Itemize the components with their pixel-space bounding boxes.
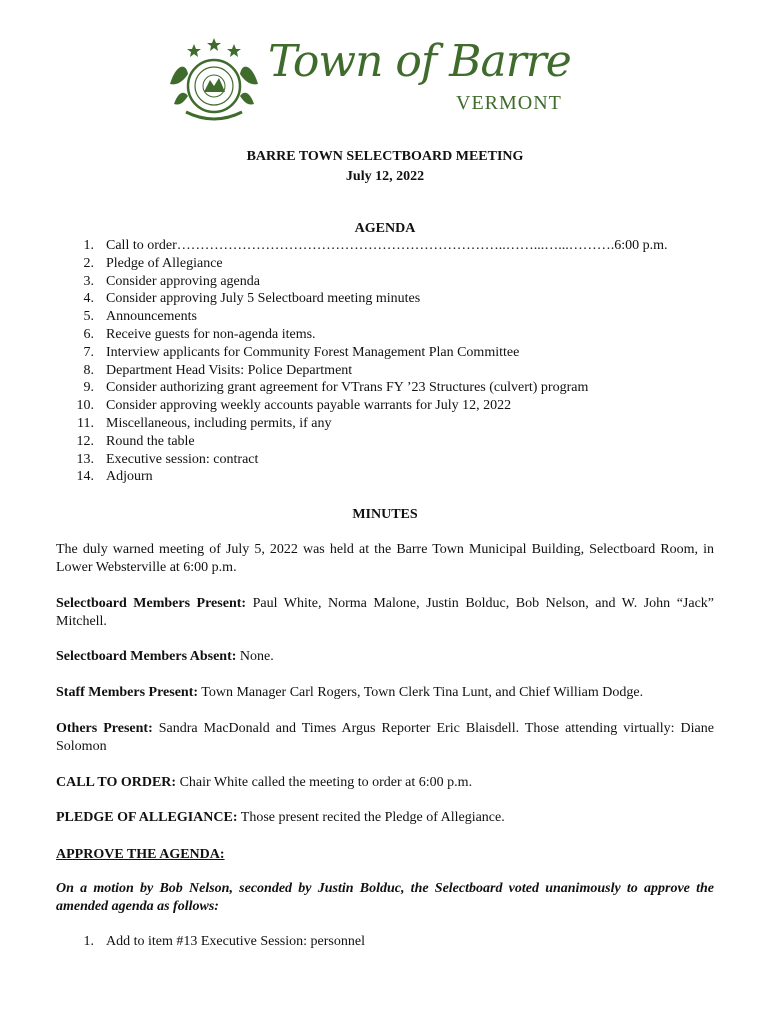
list-item [56,344,726,362]
item-number: 9. [83,380,94,396]
agenda-heading: AGENDA [354,221,416,236]
minutes-heading: MINUTES [352,507,418,522]
item-text: Consider authorizing grant agreement for VTrans FY ’23 Structures (culvert) program [106,380,589,396]
item-text: Consider approving July 5 Selectboard meeting minutes [106,291,421,307]
item-number: 13. [76,451,94,467]
others-present-label: Others Present: [56,721,153,736]
item-text: Consider approving agenda [106,273,260,289]
item-number: 11. [77,415,94,431]
others-present-text: Sandra MacDonald and Times Argus Reporter Eric Blaisdell. Those attending virtually: Diane Solomon [56,721,714,754]
staff-present-label: Staff Members Present: [56,685,199,700]
list-item [56,433,726,451]
meeting-date: July 12, 2022 [345,169,425,184]
town-logo [160,34,580,124]
members-absent-label: Selectboard Members Absent: [56,649,237,664]
item-text: Call to order……………………………………………………………..……...…...……….6:00 p.m. [106,238,668,253]
list-item [56,379,726,397]
call-to-order [56,774,714,792]
item-text: Interview applicants for Community Forest Management Plan Committee [106,344,520,360]
list-item [56,468,726,486]
list-item [56,326,726,344]
motion-text: On a motion by Bob Nelson, seconded by Justin Bolduc, the Selectboard voted unanimously to approve the amended agenda as follows: [56,881,714,914]
item-number: 10. [76,398,94,414]
item-text: Executive session: contract [106,451,259,467]
members-absent [56,648,714,666]
item-text: Announcements [106,309,197,325]
staff-present [56,684,714,702]
logo-wordmark: Town of Barre [268,36,571,87]
pledge-text: Those present recited the Pledge of Allegiance. [237,810,505,825]
list-item [56,397,726,415]
item-number: 5. [83,309,94,325]
item-text: Receive guests for non-agenda items. [106,326,316,342]
list-item [56,415,726,433]
members-present [56,595,714,631]
members-absent-text: None. [236,649,274,664]
amendment-number: 1. [83,934,94,949]
list-item [56,255,726,273]
approve-agenda-heading [56,846,714,864]
list-item [56,237,726,255]
item-number: 6. [83,326,94,342]
town-seal-icon [164,34,264,124]
staff-present-text: Town Manager Carl Rogers, Town Clerk Tina Lunt, and Chief William Dodge. [198,685,644,700]
amendment-item [56,934,365,950]
call-to-order-label: CALL TO ORDER: [56,775,177,790]
item-text: Pledge of Allegiance [106,255,223,271]
item-number: 4. [83,291,94,307]
list-item [56,273,726,291]
item-number: 1. [83,238,94,253]
approve-agenda-title: APPROVE THE AGENDA: [56,847,225,862]
others-present [56,720,714,756]
item-text: Adjourn [106,469,153,485]
minutes-intro: The duly warned meeting of July 5, 2022 was held at the Barre Town Municipal Building, Selectboard Room, in Lower Websterville at 6:00 p.m. [56,542,714,575]
item-number: 3. [83,273,94,289]
list-item [56,451,726,469]
item-text: Round the table [106,433,195,449]
item-number: 14. [76,469,94,485]
item-number: 12. [76,433,94,449]
item-text: Miscellaneous, including permits, if any [106,415,332,431]
call-to-order-text: Chair White called the meeting to order at 6:00 p.m. [176,775,473,790]
item-text: Department Head Visits: Police Department [106,362,353,378]
members-present-text: Paul White, Norma Malone, Justin Bolduc, Bob Nelson, and W. John “Jack” Mitchell. [56,596,714,629]
list-item [56,362,726,380]
item-number: 8. [83,362,94,378]
logo-subtitle: VERMONT [456,92,562,114]
pledge-of-allegiance [56,809,714,827]
members-present-label: Selectboard Members Present: [56,596,247,611]
meeting-title: BARRE TOWN SELECTBOARD MEETING [246,149,524,164]
list-item [56,308,726,326]
agenda-list [56,237,726,486]
pledge-label: PLEDGE OF ALLEGIANCE: [56,810,238,825]
item-number: 2. [83,255,94,271]
amendment-text: Add to item #13 Executive Session: personnel [106,934,365,949]
item-number: 7. [83,344,94,360]
list-item [56,290,726,308]
item-text: Consider approving weekly accounts payable warrants for July 12, 2022 [106,398,512,414]
